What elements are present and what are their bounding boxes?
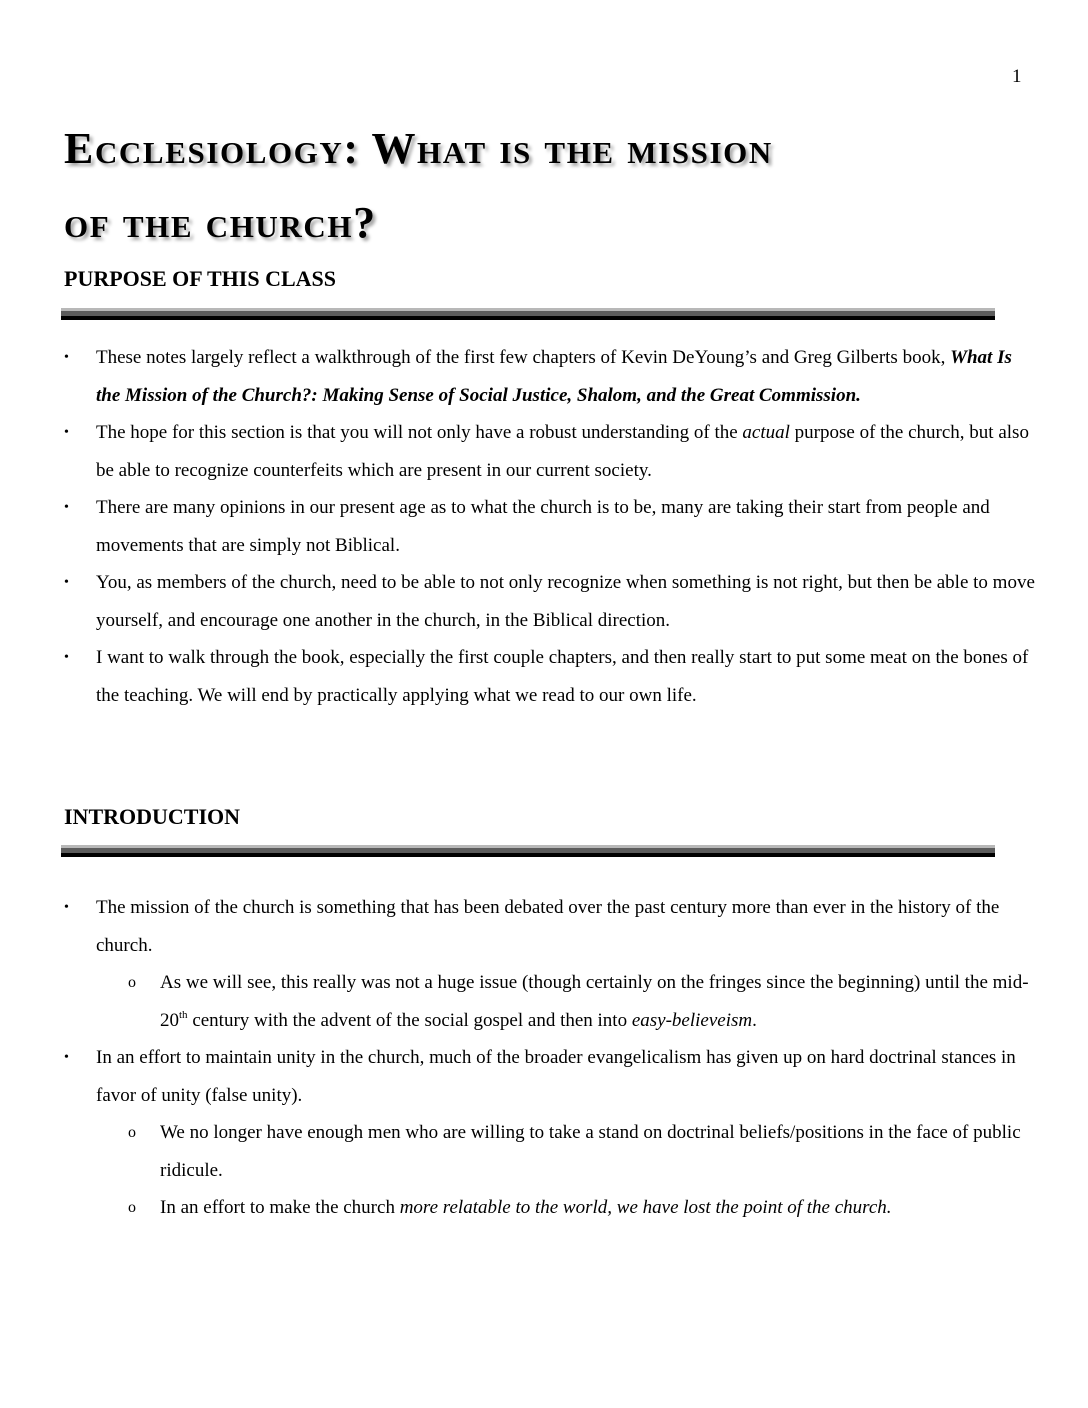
bullet-icon: •	[64, 1050, 69, 1065]
purpose-bullet-list	[0, 339, 1040, 714]
book-title: What Is the Mission of the Church?: Making Sense of Social Justice, Shalom, and the Great Commission.	[96, 347, 1012, 406]
hollow-bullet-icon: o	[128, 974, 136, 991]
item-text: In an effort to make the church	[160, 1197, 400, 1218]
sub-list-item	[0, 1114, 1040, 1189]
introduction-bullet-list	[0, 889, 1040, 1227]
title-line-2: of the church?	[64, 198, 377, 247]
list-item	[0, 1039, 1040, 1114]
item-text: As we will see, this really was not a huge issue (though certainly on the fringes since the beginning) until the mid-20	[160, 972, 1029, 1031]
bullet-icon: •	[64, 425, 69, 440]
bullet-icon: •	[64, 900, 69, 915]
item-text: The hope for this section is that you will not only have a robust understanding of the	[96, 422, 743, 443]
item-text: There are many opinions in our present age as to what the church is to be, many are taking their start from people and movements that are simply not Biblical.	[96, 497, 990, 556]
item-emphasis: more relatable to the world, we have lost the point of the church.	[399, 1197, 892, 1218]
list-item	[0, 564, 1040, 639]
section-heading-purpose: PURPOSE OF THIS CLASS	[64, 266, 337, 291]
item-text: You, as members of the church, need to be able to not only recognize when something is not right, but then be able to move yourself, and encourage one another in the church, in the Biblical direction.	[96, 572, 1035, 631]
item-text: I want to walk through the book, especially the first couple chapters, and then really start to put some meat on the bones of the teaching. We will end by practically applying what we read to our own life.	[96, 647, 1029, 706]
section-divider-purpose	[61, 308, 995, 320]
bullet-icon: •	[64, 575, 69, 590]
item-text: These notes largely reflect a walkthrough of the first few chapters of Kevin DeYoung’s and Greg Gilberts book,	[96, 347, 951, 368]
section-divider-introduction	[61, 845, 995, 857]
item-text: We no longer have enough men who are willing to take a stand on doctrinal beliefs/positions in the face of public ridicule.	[160, 1122, 1021, 1181]
item-emphasis: actual	[742, 422, 790, 443]
section-heading-introduction: INTRODUCTION	[64, 804, 241, 829]
list-item	[0, 489, 1040, 564]
item-text: purpose of the church, but also be able to recognize counterfeits which are present in our current society.	[96, 422, 1029, 481]
superscript: th	[179, 1008, 188, 1021]
list-item	[0, 339, 1040, 414]
bullet-icon: •	[64, 650, 69, 665]
title-line-1: Ecclesiology: What is the mission	[64, 124, 773, 173]
hollow-bullet-icon: o	[128, 1124, 136, 1141]
bullet-icon: •	[64, 350, 69, 365]
hollow-bullet-icon: o	[128, 1199, 136, 1216]
list-item	[0, 889, 1040, 964]
item-emphasis: easy-believeism	[631, 1009, 753, 1031]
sub-list-item	[0, 1189, 1040, 1227]
item-text: century with the advent of the social gospel and then into	[187, 1009, 632, 1031]
document-title	[64, 112, 1024, 260]
item-text: .	[752, 1009, 757, 1031]
item-text: In an effort to maintain unity in the church, much of the broader evangelicalism has given up on hard doctrinal stances in favor of unity (false unity).	[96, 1047, 1016, 1106]
bullet-icon: •	[64, 500, 69, 515]
list-item	[0, 639, 1040, 714]
item-text: The mission of the church is something that has been debated over the past century more than ever in the history of the church.	[96, 897, 1000, 956]
list-item	[0, 414, 1040, 489]
sub-list-item	[0, 964, 1040, 1039]
page-number: 1	[1012, 66, 1022, 87]
